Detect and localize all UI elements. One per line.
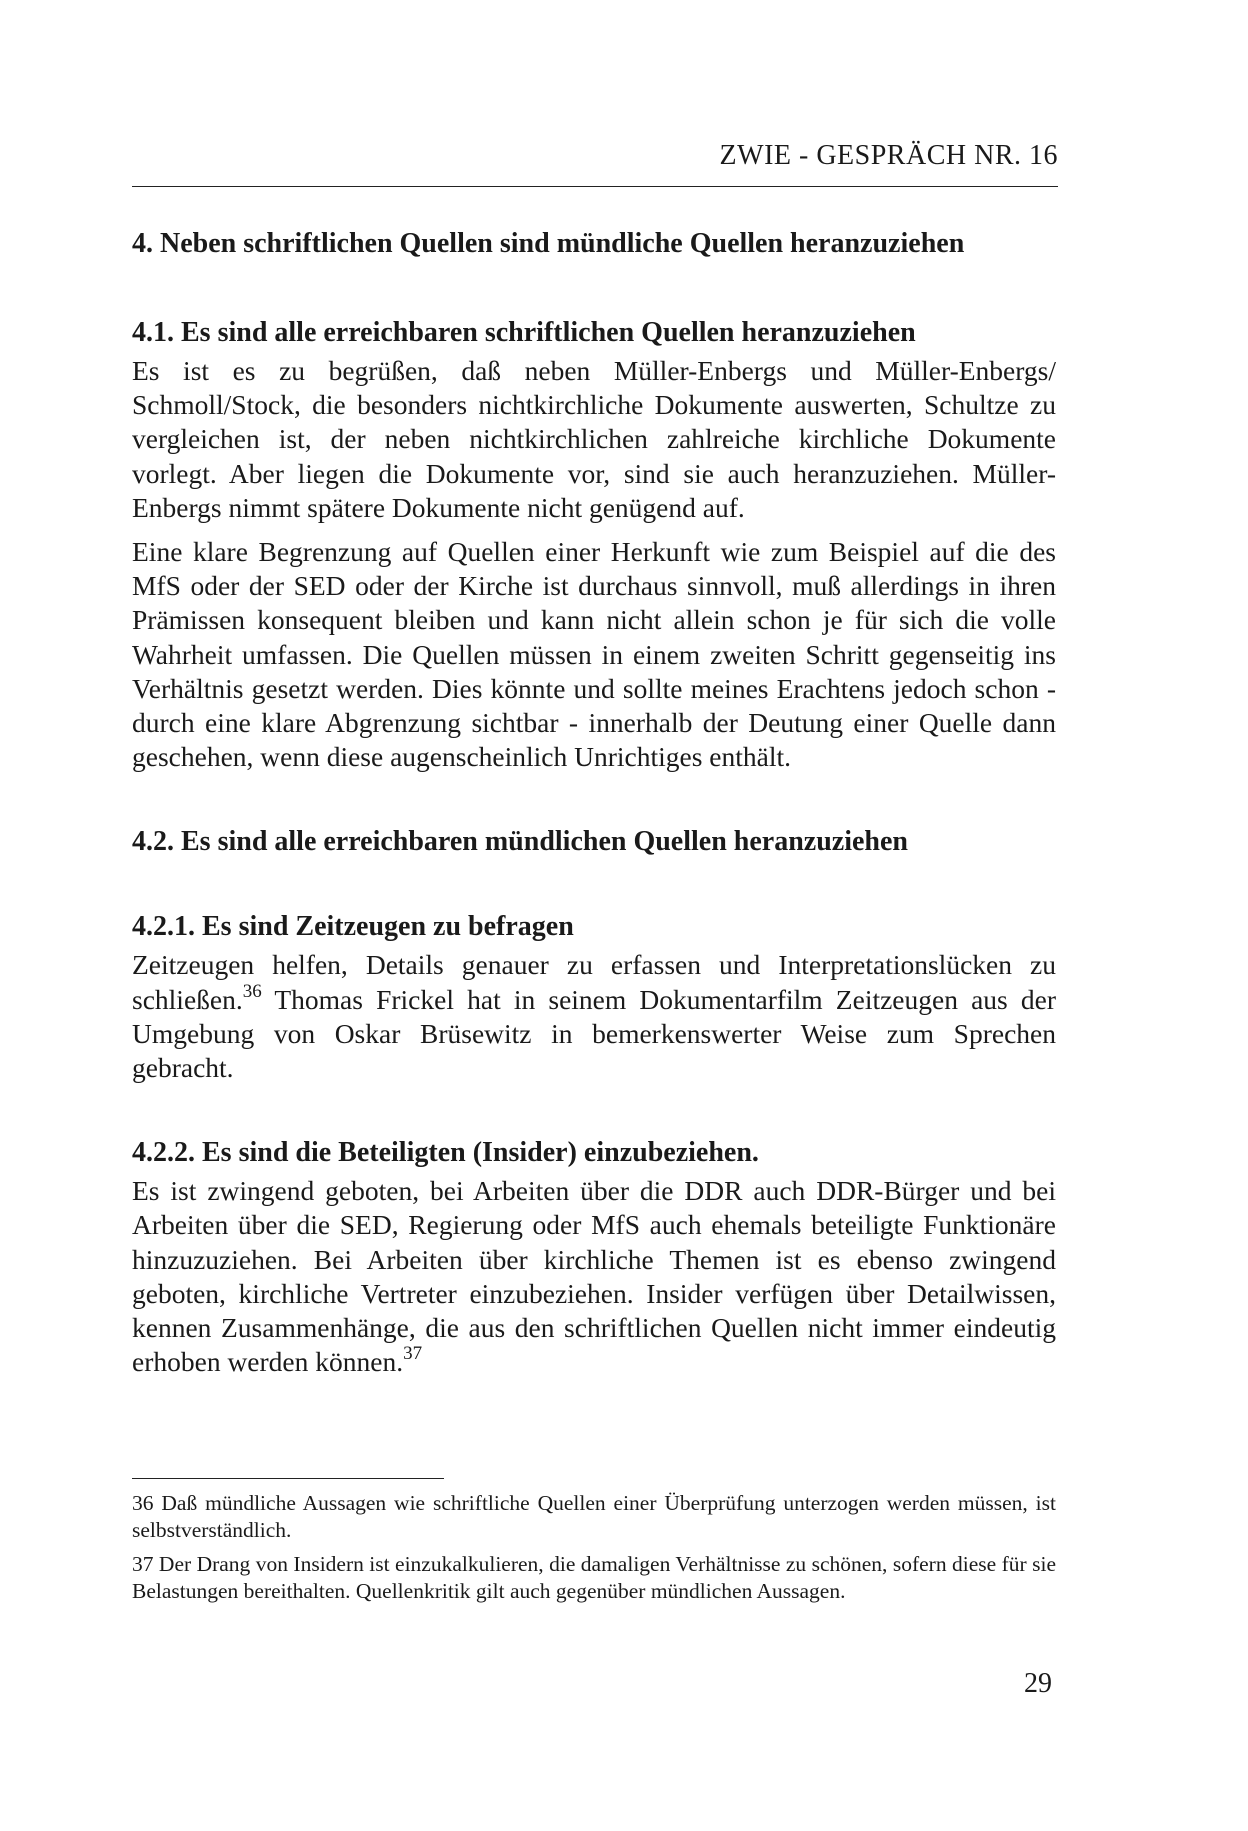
footnote-36: 36 Daß mündliche Aussagen wie schriftliche Quellen einer Überprüfung unterzogen werden müssen, ist selbstverständlich. — [132, 1491, 1056, 1542]
section-heading-4: 4. Neben schriftlichen Quellen sind mündliche Quellen heranzuziehen — [132, 228, 965, 259]
paragraph-4-1-a: Es ist es zu begrüßen, daß neben Müller-Enbergs und Müller-Enbergs/ Schmoll/Stock, die besonders nichtkirchliche Dokumente auswerten, Schultze zu vergleichen ist, der neben nichtkirchlichen zahlreiche kirchliche Dokumente vorlegt. Aber liegen die Dokumente vor, sind sie auch heranzuziehen. Müller-Enbergs nimmt spätere Dokumente nicht genügend auf. — [132, 355, 1056, 523]
paragraph-4-2-2-text: Es ist zwingend geboten, bei Arbeiten über die DDR auch DDR-Bürger und bei Arbeiten über die SED, Regierung oder MfS auch ehemals beteiligte Funktionäre hinzuzuziehen. Bei Arbeiten über kirchliche Themen ist es ebenso zwingend geboten, kirchliche Vertreter einzubeziehen. Insider verfügen über Detailwissen, kennen Zusammenhänge, die aus den schriftlichen Quellen nicht immer eindeutig erhoben werden können. — [132, 1175, 1056, 1378]
footnote-rule — [132, 1478, 444, 1479]
footnote-37: 37 Der Drang von Insidern ist einzukalkulieren, die damaligen Verhältnisse zu schönen, sofern diese für sie Belastungen bereithalten. Quellenkritik gilt auch gegenüber mündlichen Aussagen. — [132, 1552, 1056, 1603]
footnote-ref-37[interactable]: 37 — [403, 1343, 423, 1365]
section-heading-4-2: 4.2. Es sind alle erreichbaren mündlichen Quellen heranzuziehen — [132, 826, 909, 858]
paragraph-4-2-1-text-cont: Thomas Frickel hat in seinem Dokumentarfilm Zeitzeugen aus der Umgebung von Oskar Brüsewitz in bemerkenswerter Weise zum Sprechen gebracht. — [132, 983, 1056, 1084]
main-content — [132, 226, 1056, 1379]
header-rule — [132, 186, 1058, 187]
section-heading-4-2-2: 4.2.2. Es sind die Beteiligten (Insider) einzubeziehen. — [132, 1137, 759, 1169]
page-number: 29 — [1024, 1668, 1052, 1699]
section-heading-4-1: 4.1. Es sind alle erreichbaren schriftlichen Quellen heranzuziehen — [132, 317, 916, 348]
section-heading-4-2-1: 4.2.1. Es sind Zeitzeugen zu befragen — [132, 911, 574, 943]
paragraph-4-2-2 — [132, 1174, 1056, 1379]
paragraph-4-2-1 — [132, 948, 1056, 1085]
footnote-ref-36[interactable]: 36 — [242, 980, 262, 1002]
paragraph-4-2-1-text: Zeitzeugen helfen, Details genauer zu erfassen und Interpretationslücken zu schließen. — [132, 949, 1056, 1015]
footnotes — [132, 1490, 1056, 1604]
running-header: ZWIE - GESPRÄCH NR. 16 — [719, 140, 1058, 171]
paragraph-4-1-b: Eine klare Begrenzung auf Quellen einer Herkunft wie zum Beispiel auf die des MfS oder der SED oder der Kirche ist durchaus sinnvoll, muß allerdings in ihren Prämissen konsequent bleiben und kann nicht allein schon je für sich die volle Wahrheit umfassen. Die Quellen müssen in einem zweiten Schritt gegenseitig ins Verhältnis gesetzt werden. Dies könnte und sollte meines Erachtens jedoch schon - durch eine klare Abgrenzung sichtbar - innerhalb der Deutung einer Quelle dann geschehen, wenn diese augenscheinlich Unrichtiges enthält. — [132, 536, 1056, 773]
